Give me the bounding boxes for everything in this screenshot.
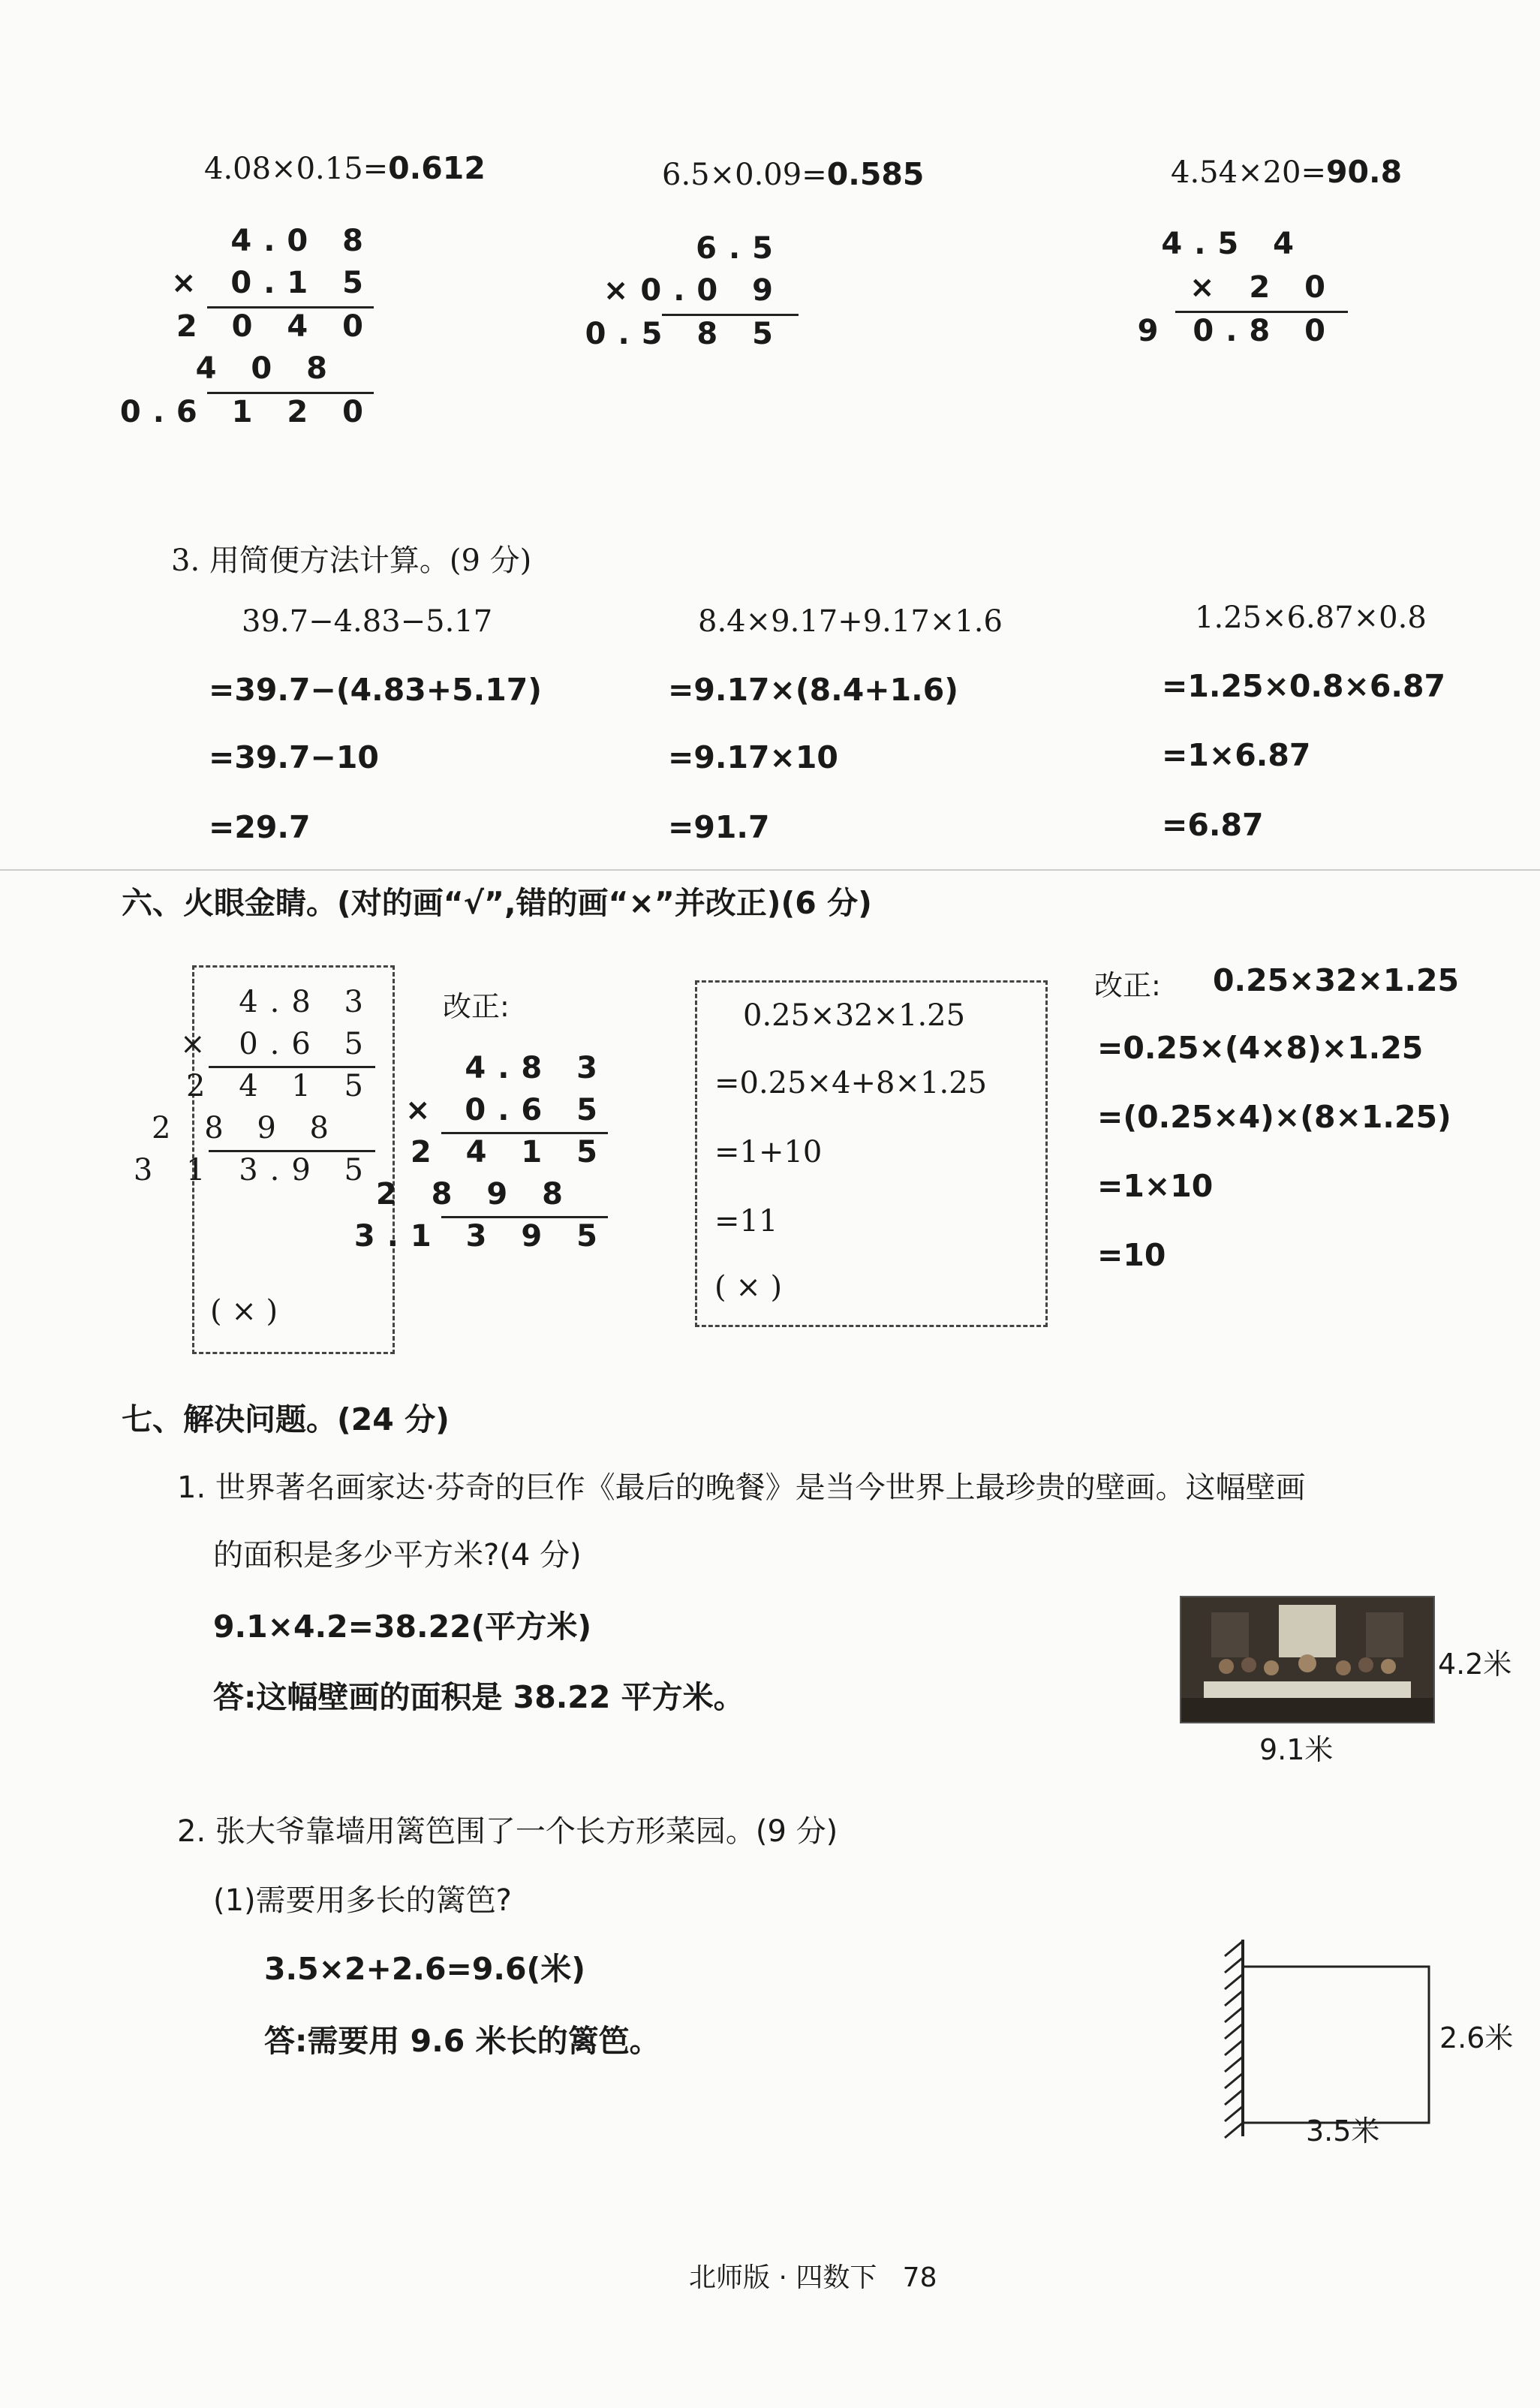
fix1-label: 改正: bbox=[443, 990, 510, 1023]
q3-col1-line: 39.7−4.83−5.17 bbox=[242, 604, 493, 639]
fix1-line: × 0.6 5 bbox=[405, 1093, 609, 1127]
box1-line: 3 1 3.9 5 bbox=[133, 1153, 375, 1187]
q3-col3-line: =1×6.87 bbox=[1162, 737, 1311, 773]
fix1-line: 2 4 1 5 bbox=[410, 1135, 609, 1169]
eq2-v-line: 6.5 bbox=[696, 231, 785, 266]
problem1-calc: 9.1×4.2=38.22(平方米) bbox=[213, 1609, 592, 1645]
q3-col2-line: =9.17×10 bbox=[668, 739, 838, 775]
eq3-v-line: 4.5 4 bbox=[1161, 227, 1306, 261]
eq3-expression bbox=[1171, 154, 1402, 190]
box1-line: × 0.6 5 bbox=[179, 1027, 375, 1061]
box2-mark: ( × ) bbox=[714, 1270, 783, 1305]
q3-col1-line: =29.7 bbox=[209, 809, 311, 845]
box1-rule bbox=[209, 1066, 375, 1068]
painting-image-icon bbox=[1181, 1597, 1433, 1722]
eq2-rule bbox=[662, 314, 799, 316]
box2-line: =11 bbox=[714, 1204, 778, 1239]
box1-line: 2 8 9 8 bbox=[152, 1111, 341, 1145]
section7-heading: 七、解决问题。(24 分) bbox=[122, 1401, 450, 1437]
eq2-expr: 6.5×0.09= bbox=[662, 158, 827, 192]
problem1-answer: 答:这幅壁画的面积是 38.22 平方米。 bbox=[213, 1679, 744, 1715]
fix1-line: 3.1 3 9 5 bbox=[353, 1219, 609, 1254]
q3-col3-line: =6.87 bbox=[1162, 807, 1264, 843]
box1-line: 2 4 1 5 bbox=[186, 1069, 375, 1103]
fix1-line: 4.8 3 bbox=[465, 1051, 609, 1085]
q3-col1-line: =39.7−10 bbox=[209, 739, 379, 775]
fix1-rule bbox=[441, 1132, 608, 1134]
eq3-expr: 4.54×20= bbox=[1171, 155, 1326, 190]
q3-title bbox=[171, 537, 531, 579]
eq1-v-line: 2 0 4 0 bbox=[176, 309, 375, 344]
painting-height-label: 4.2米 bbox=[1438, 1648, 1512, 1681]
fix2-line: =10 bbox=[1097, 1237, 1166, 1273]
problem2-sub: (1)需要用多长的篱笆? bbox=[213, 1883, 512, 1918]
eq1-v-line: 4.0 8 bbox=[230, 224, 375, 258]
box1-rule bbox=[209, 1150, 375, 1152]
eq2-result: 0.585 bbox=[826, 156, 925, 192]
eq2-v-line: ×0.0 9 bbox=[603, 273, 785, 308]
eq2-v-line: 0.5 8 5 bbox=[585, 317, 785, 351]
eq1-v-line: 4 0 8 bbox=[195, 351, 339, 386]
fix2-line: =(0.25×4)×(8×1.25) bbox=[1097, 1099, 1451, 1135]
eq3-v-line: × 2 0 bbox=[1189, 270, 1337, 305]
last-supper-painting bbox=[1180, 1596, 1435, 1723]
page-footer: 北师版 · 四数下 78 bbox=[689, 2262, 937, 2293]
fix1-line: 2 8 9 8 bbox=[375, 1177, 575, 1212]
q3-col2-line: 8.4×9.17+9.17×1.6 bbox=[698, 604, 1003, 639]
eq1-result: 0.612 bbox=[388, 150, 486, 186]
box1-line: 4.8 3 bbox=[239, 985, 375, 1019]
fix2-line: =1×10 bbox=[1097, 1168, 1214, 1204]
box1-mark: ( × ) bbox=[210, 1294, 278, 1329]
problem2-calc: 3.5×2+2.6=9.6(米) bbox=[264, 1951, 585, 1987]
eq1-expression bbox=[204, 150, 486, 186]
eq2-expression bbox=[662, 156, 924, 192]
garden-height-label: 2.6米 bbox=[1439, 2021, 1514, 2054]
eq1-v-line: × 0.1 5 bbox=[170, 266, 375, 300]
problem2-line1: 2. 张大爷靠墙用篱笆围了一个长方形菜园。(9 分) bbox=[177, 1814, 838, 1849]
eq1-rule bbox=[207, 392, 374, 394]
q3-col2-line: =9.17×(8.4+1.6) bbox=[668, 672, 958, 708]
box2-line: 0.25×32×1.25 bbox=[743, 998, 966, 1033]
eq3-v-line: 9 0.8 0 bbox=[1137, 314, 1337, 348]
q3-col3-line: =1.25×0.8×6.87 bbox=[1162, 668, 1446, 704]
eq1-v-line: 0.6 1 2 0 bbox=[119, 395, 375, 429]
fix2-label: 改正: bbox=[1094, 969, 1161, 1002]
q3-title-text: 3. 用简便方法计算。(9 分) bbox=[171, 543, 532, 578]
fix2-line: 0.25×32×1.25 bbox=[1213, 962, 1460, 998]
box2-line: =0.25×4+8×1.25 bbox=[714, 1066, 988, 1100]
garden-width-label: 3.5米 bbox=[1306, 2115, 1380, 2148]
q3-col2-line: =91.7 bbox=[668, 809, 770, 845]
eq3-rule bbox=[1175, 311, 1348, 313]
box2-line: =1+10 bbox=[714, 1135, 823, 1169]
q3-col1-line: =39.7−(4.83+5.17) bbox=[209, 672, 543, 708]
painting-width-label: 9.1米 bbox=[1259, 1733, 1334, 1766]
section6-heading: 六、火眼金睛。(对的画“√”,错的画“×”并改正)(6 分) bbox=[122, 885, 872, 921]
eq1-expr: 4.08×0.15= bbox=[204, 152, 389, 186]
problem1-line2: 的面积是多少平方米?(4 分) bbox=[213, 1538, 582, 1573]
eq1-rule bbox=[207, 306, 374, 309]
eq3-result: 90.8 bbox=[1326, 154, 1403, 190]
fix1-rule bbox=[441, 1216, 608, 1218]
problem2-answer: 答:需要用 9.6 米长的篱笆。 bbox=[264, 2023, 660, 2059]
section-divider bbox=[0, 869, 1540, 871]
problem1-line1: 1. 世界著名画家达·芬奇的巨作《最后的晚餐》是当今世界上最珍贵的壁画。这幅壁画 bbox=[177, 1470, 1306, 1505]
fix2-line: =0.25×(4×8)×1.25 bbox=[1097, 1030, 1424, 1066]
q3-col3-line: 1.25×6.87×0.8 bbox=[1195, 600, 1427, 635]
